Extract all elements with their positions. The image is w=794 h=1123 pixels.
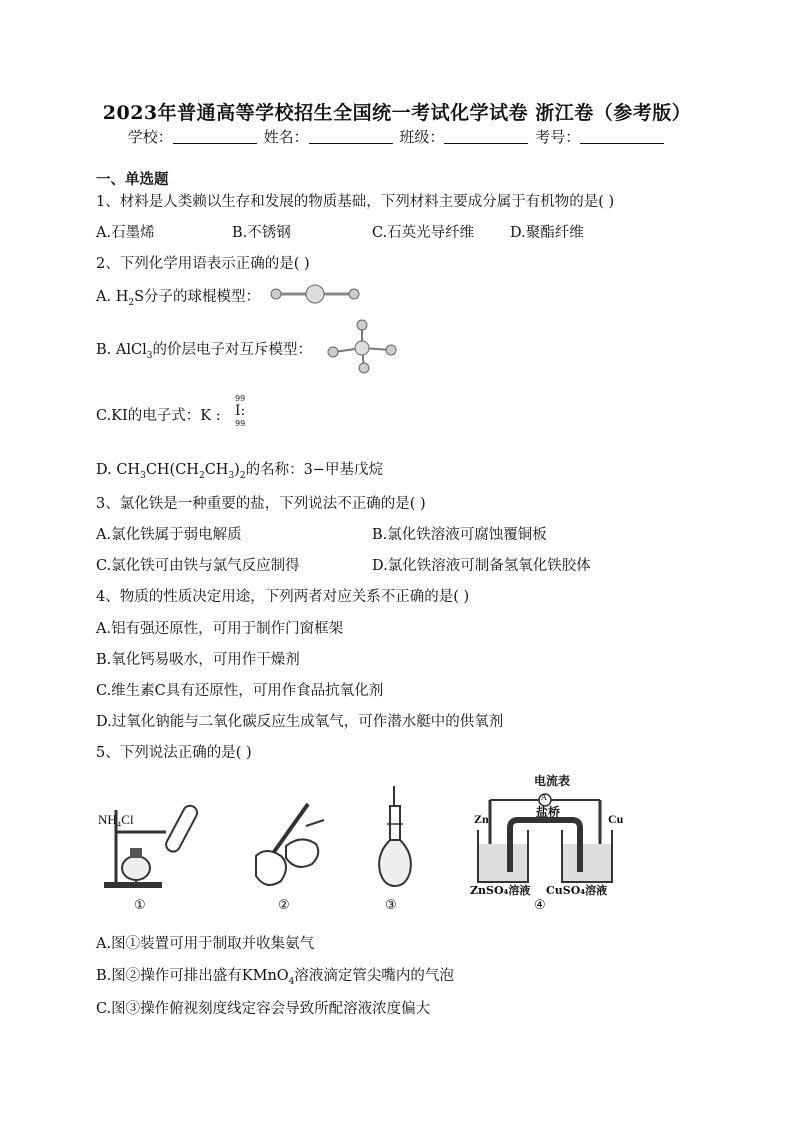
figure-2-number: ② <box>278 898 290 913</box>
q2-option-d: D. $CH_3CH(CH_2CH_3)_2$的名称：3−甲基戊烷 <box>96 462 383 481</box>
q2-stem: 2、下列化学用语表示正确的是( ) <box>96 256 310 272</box>
alcl3-vsepr-model <box>324 318 400 374</box>
figure-3-volumetric-flask <box>376 784 416 894</box>
q3-stem: 3、氯化铁是一种重要的盐，下列说法不正确的是( ) <box>96 496 426 512</box>
q1-option-d: D.聚酯纤维 <box>510 225 584 241</box>
exam-no-label: 考号： <box>535 128 581 146</box>
figure-4-number: ④ <box>534 898 546 913</box>
q5-option-c: C.图③操作俯视刻度线定容会导致所配溶液浓度偏大 <box>96 1001 431 1017</box>
figure-1-number: ① <box>134 898 146 913</box>
q5-stem: 5、下列说法正确的是( ) <box>96 745 252 761</box>
q1-option-a: A.石墨烯 <box>96 225 155 241</box>
q5-option-b: B.图②操作可排出盛有KMnO$_4$溶液滴定管尖嘴内的气泡 <box>96 968 454 987</box>
school-label: 学校： <box>127 128 173 146</box>
h2s-ball-stick-model <box>270 284 360 304</box>
class-label: 班级： <box>399 128 445 146</box>
ki-electron-dots: 99 I: 99 <box>235 394 246 428</box>
name-blank <box>309 129 393 144</box>
page-title: 2023年普通高等学校招生全国统一考试化学试卷 浙江卷（参考版） <box>102 102 692 124</box>
q2-option-c: C.KI的电子式：K : <box>96 408 221 424</box>
q5-option-a: A.图①装置可用于制取并收集氨气 <box>96 936 315 952</box>
q1-stem: 1、材料是人类赖以生存和发展的物质基础，下列材料主要成分属于有机物的是( ) <box>96 194 615 210</box>
figure-4-meter-label: 电流表 <box>534 774 571 788</box>
exam-no-blank <box>580 129 664 144</box>
figure-1-label: NH₄Cl <box>98 812 134 827</box>
q1-option-c: C.石英光导纤维 <box>372 225 475 241</box>
q5-figures <box>96 770 624 920</box>
q3-option-d: D.氯化铁溶液可制备氢氧化铁胶体 <box>372 558 591 574</box>
figure-4-bridge-label: 盐桥 <box>536 805 561 819</box>
q4-option-d: D.过氧化钠能与二氧化碳反应生成氧气，可作潜水艇中的供氧剂 <box>96 714 504 730</box>
figure-4-cuso4-label: CuSO₄溶液 <box>546 884 608 897</box>
figure-3-number: ③ <box>385 898 397 913</box>
q4-option-a: A.铝有强还原性，可用于制作门窗框架 <box>96 621 344 637</box>
figure-4-ammeter-symbol: A <box>541 793 547 802</box>
q4-option-b: B.氧化钙易吸水，可用作干燥剂 <box>96 652 300 668</box>
q2-option-a: A. $H_2S$分子的球棍模型： <box>96 289 261 308</box>
figure-4-znso4-label: ZnSO₄溶液 <box>470 884 531 897</box>
figure-4-zn-label: Zn <box>474 812 489 826</box>
q3-option-a: A.氯化铁属于弱电解质 <box>96 527 242 543</box>
section-heading: 一、单选题 <box>96 171 169 188</box>
class-blank <box>444 129 528 144</box>
figure-1-apparatus <box>96 790 206 920</box>
q3-option-c: C.氯化铁可由铁与氯气反应制得 <box>96 558 300 574</box>
q1-option-b: B.不锈钢 <box>232 225 291 241</box>
name-label: 姓名： <box>263 128 309 146</box>
q2-option-b: B. AlCl$_3$的价层电子对互斥模型： <box>96 342 312 361</box>
q4-stem: 4、物质的性质决定用途，下列两者对应关系不正确的是( ) <box>96 589 470 605</box>
q4-option-c: C.维生素C具有还原性，可用作食品抗氧化剂 <box>96 683 384 699</box>
school-blank <box>173 129 257 144</box>
figure-2-burette-hands <box>246 796 336 896</box>
student-info-line <box>0 126 794 147</box>
q3-option-b: B.氯化铁溶液可腐蚀覆铜板 <box>372 527 547 543</box>
figure-4-cu-label: Cu <box>608 812 624 826</box>
